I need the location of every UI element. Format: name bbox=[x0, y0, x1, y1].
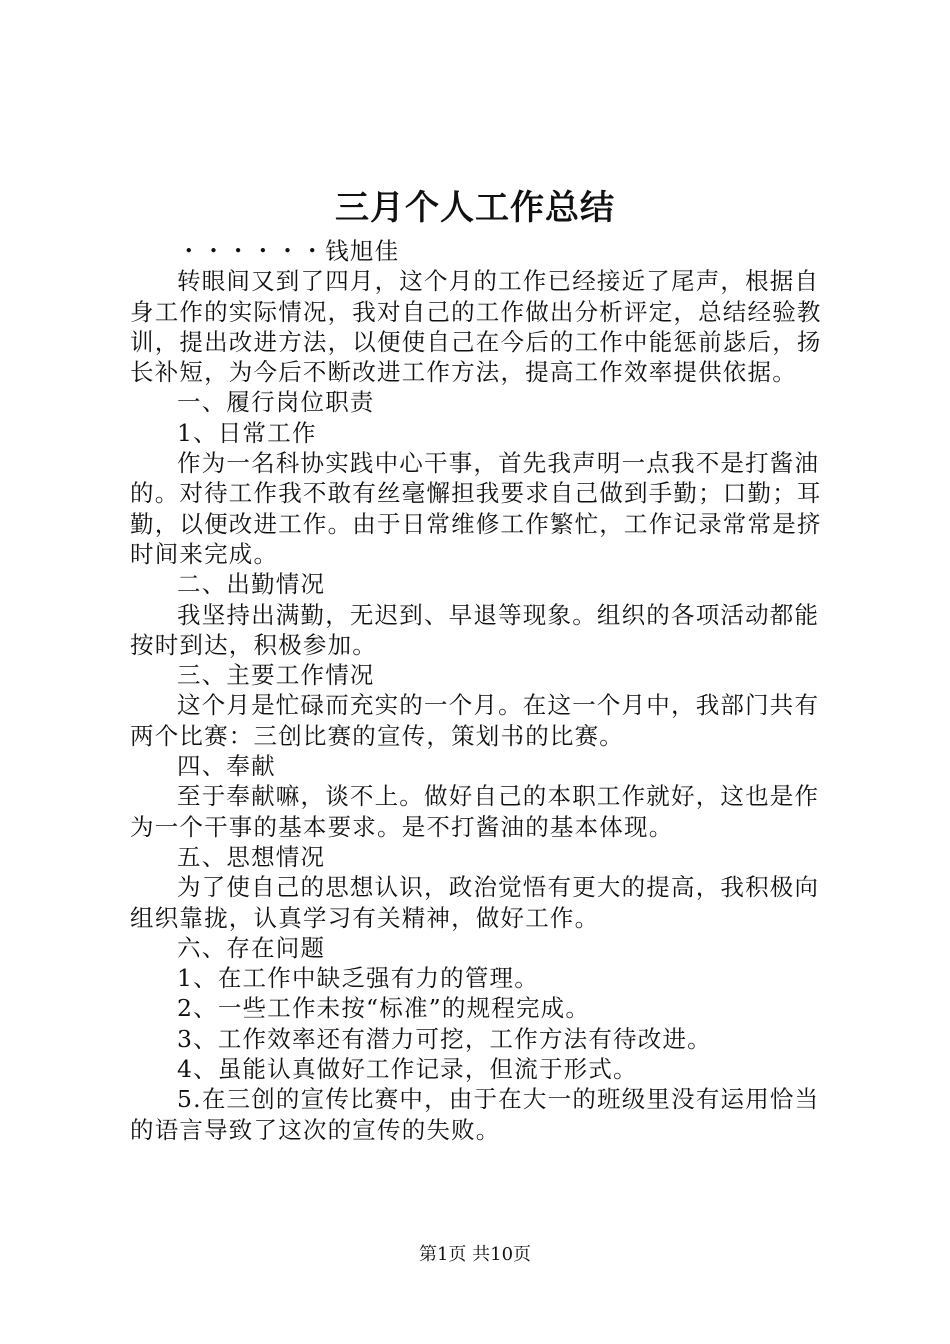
section-heading-6: 六、存在问题 bbox=[177, 933, 326, 962]
problem-item-5: 5.在三创的宣传比赛中，由于在大一的班级里没有运用恰当的语言导致了这次的宣传的失败。 bbox=[130, 1085, 820, 1144]
page-number-footer: 第1页 共10页 bbox=[418, 1244, 532, 1265]
document-body bbox=[130, 236, 836, 1145]
problem-item-4: 4、虽能认真做好工作记录，但流于形式。 bbox=[177, 1055, 638, 1084]
section-heading-4: 四、奉献 bbox=[177, 752, 276, 781]
problem-item-1: 1、在工作中缺乏强有力的管理。 bbox=[177, 964, 539, 993]
section-heading-5: 五、思想情况 bbox=[177, 842, 326, 871]
subsection-heading-1-1: 1、日常工作 bbox=[177, 418, 317, 447]
paragraph-thoughts: 为了使自己的思想认识，政治觉悟有更大的提高，我积极向组织靠拢，认真学习有关精神，做好工作。 bbox=[130, 873, 820, 932]
section-heading-3: 三、主要工作情况 bbox=[177, 661, 375, 690]
problem-item-2: 2、一些工作未按“标准”的规程完成。 bbox=[177, 994, 591, 1023]
intro-paragraph: 转眼间又到了四月，这个月的工作已经接近了尾声，根据自身工作的实际情况，我对自己的工作做出分析评定，总结经验教训，提出改进方法，以便使自己在今后的工作中能惩前毖后，扬长补短，为今后不断改进工作方法，提高工作效率提供依据。 bbox=[130, 267, 822, 387]
section-heading-1: 一、履行岗位职责 bbox=[177, 388, 375, 417]
paragraph-attendance: 我坚持出满勤，无迟到、早退等现象。组织的各项活动都能按时到达，积极参加。 bbox=[130, 600, 820, 659]
section-heading-2: 二、出勤情况 bbox=[177, 570, 326, 599]
paragraph-dedication: 至于奉献嘛，谈不上。做好自己的本职工作就好，这也是作为一个干事的基本要求。是不打酱油的基本体现。 bbox=[130, 782, 820, 841]
problem-item-3: 3、工作效率还有潜力可挖，工作方法有待改进。 bbox=[177, 1024, 712, 1053]
author-line: ・・・・・・钱旭佳 bbox=[177, 237, 400, 265]
document-title: 三月个人工作总结 bbox=[335, 188, 615, 228]
paragraph-daily-work: 作为一名科协实践中心干事，首先我声明一点我不是打酱油的。对待工作我不敢有丝毫懈担我要求自己做到手勤；口勤；耳勤，以便改进工作。由于日常维修工作繁忙，工作记录常常是挤时间来完成。 bbox=[130, 449, 822, 568]
paragraph-main-work: 这个月是忙碌而充实的一个月。在这一个月中，我部门共有两个比赛：三创比赛的宣传，策划书的比赛。 bbox=[130, 691, 820, 750]
